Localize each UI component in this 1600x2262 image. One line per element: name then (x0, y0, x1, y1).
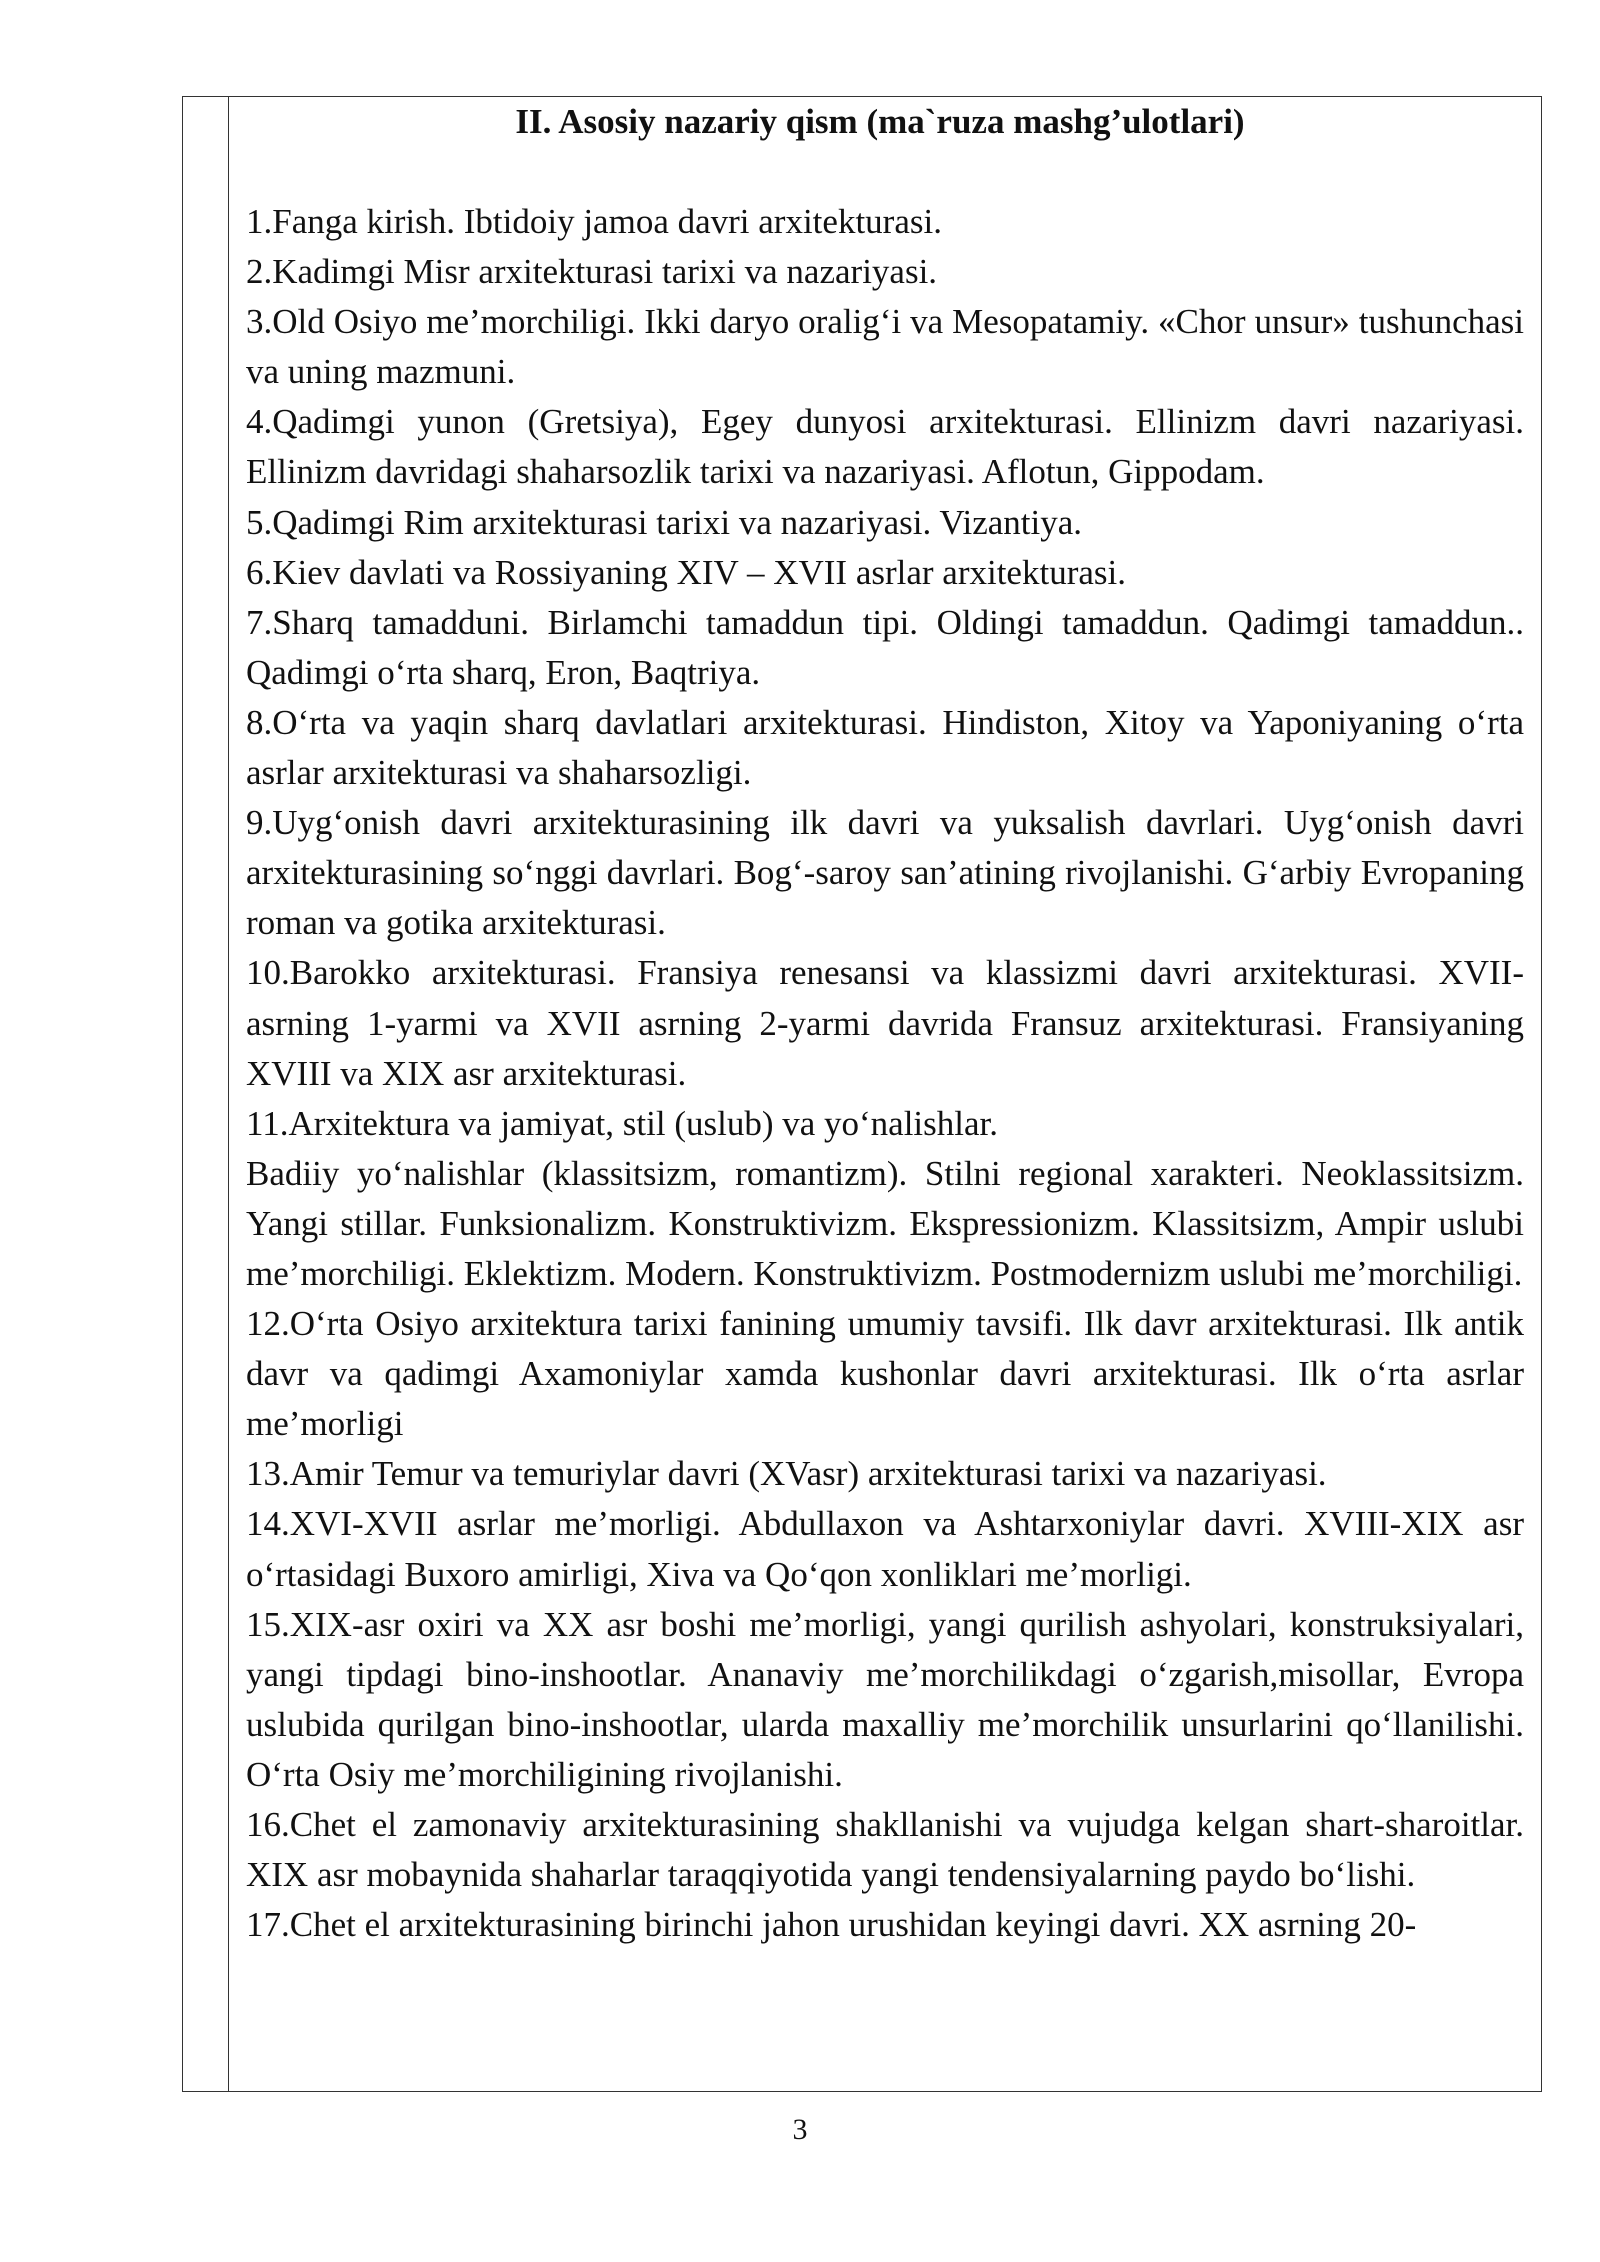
list-item: 5.Qadimgi Rim arxitekturasi tarixi va nazariyasi. Vizantiya. (246, 502, 1083, 542)
table-content-cell (246, 97, 1524, 1950)
list-item: 13.Amir Temur va temuriylar davri (XVasr) arxitekturasi tarixi va nazariyasi. (246, 1454, 1327, 1494)
list-item: 8.O‘rta va yaqin sharq davlatlari arxitekturasi. Hindiston, Xitoy va Yaponiyaning o‘rta asrlar arxitekturasi va shaharsozligi. (246, 702, 1524, 793)
list-item: 2.Kadimgi Misr arxitekturasi tarixi va nazariyasi. (246, 252, 938, 292)
page-number: 3 (792, 2113, 808, 2146)
list-item: Badiiy yo‘nalishlar (klassitsizm, romantizm). Stilni regional xarakteri. Neoklassitsizm. Yangi stillar. Funksionalizm. Konstruktivizm. Ekspressionizm. Klassitsizm, Ampir uslubi me’morchiligi. Eklektizm. Modern. Konstruktivizm. Postmodernizm uslubi me’morchiligi. (246, 1153, 1524, 1293)
list-item: 10.Barokko arxitekturasi. Fransiya renesansi va klassizmi davri arxitekturasi. XVII-asrning 1-yarmi va XVII asrning 2-yarmi davrida Fransuz arxitekturasi. Fransiyaning XVIII va XIX asr arxitekturasi. (246, 953, 1524, 1093)
content-table (182, 96, 1542, 2092)
section-title: II. Asosiy nazariy qism (ma`ruza mashg’ulotlari) (515, 102, 1245, 141)
table-left-column (183, 97, 229, 2091)
list-item: 17.Chet el arxitekturasining birinchi jahon urushidan keyingi davri. XX asrning 20- (246, 1905, 1417, 1945)
list-item: 9.Uyg‘onish davri arxitekturasining ilk davri va yuksalish davrlari. Uyg‘onish davri arxitekturasining so‘nggi davrlari. Bog‘-saroy san’atining rivojlanishi. G‘arbiy Evropaning roman va gotika arxitekturasi. (246, 803, 1524, 943)
list-item: 16.Chet el zamonaviy arxitekturasining shakllanishi va vujudga kelgan shart-sharoitlar. XIX asr mobaynida shaharlar taraqqiyotida yangi tendensiyalarning paydo bo‘lishi. (246, 1805, 1524, 1895)
topic-list (246, 197, 1524, 1950)
list-item: 15.XIX-asr oxiri va XX asr boshi me’morligi, yangi qurilish ashyolari, konstruksiyalari, yangi tipdagi bino-inshootlar. Ananaviy me’morchilikdagi o‘zgarish,misollar, Evropa uslubida qurilgan bino-inshootlar, ularda maxalliy me’morchilik unsurlarini qo‘llanilishi. O‘rta Osiy me’morchiligining rivojlanishi. (246, 1604, 1524, 1794)
list-item: 3.Old Osiyo me’morchiligi. Ikki daryo oralig‘i va Mesopatamiy. «Chor unsur» tushunchasi va uning mazmuni. (246, 302, 1524, 392)
list-item: 6.Kiev davlati va Rossiyaning XIV – XVII asrlar arxitekturasi. (246, 552, 1126, 592)
list-item: 1.Fanga kirish. Ibtidoiy jamoa davri arxitekturasi. (246, 202, 942, 241)
list-item: 12.O‘rta Osiyo arxitektura tarixi fanining umumiy tavsifi. Ilk davr arxitekturasi. Ilk antik davr va qadimgi Axamoniylar xamda kushonlar davri arxitekturasi. Ilk o‘rta asrlar me’morligi (246, 1304, 1524, 1444)
list-item: 7.Sharq tamadduni. Birlamchi tamaddun tipi. Oldingi tamaddun. Qadimgi tamaddun.. Qadimgi o‘rta sharq, Eron, Baqtriya. (246, 602, 1524, 692)
list-item: 14.XVI-XVII asrlar me’morligi. Abdullaxon va Ashtarxoniylar davri. XVIII-XIX asr o‘rtasidagi Buxoro amirligi, Xiva va Qo‘qon xonliklari me’morligi. (246, 1504, 1524, 1594)
list-item: 4.Qadimgi yunon (Gretsiya), Egey dunyosi arxitekturasi. Ellinizm davri nazariyasi. Ellinizm davridagi shaharsozlik tarixi va nazariyasi. Aflotun, Gippodam. (246, 402, 1524, 492)
list-item: 11.Arxitektura va jamiyat, stil (uslub) va yo‘nalishlar. (246, 1103, 999, 1143)
